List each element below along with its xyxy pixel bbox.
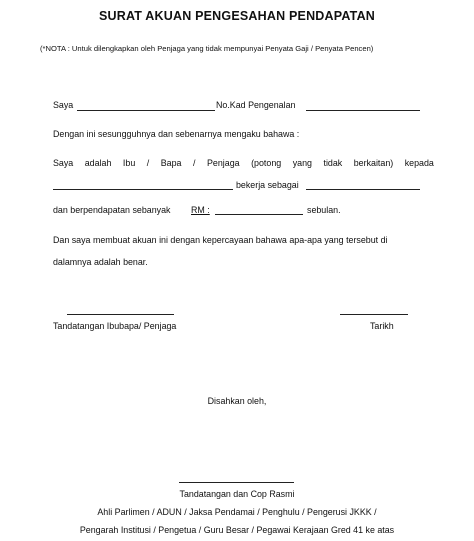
belief-text: Dan saya membuat akuan ini dengan kepercayaan bahawa apa-apa yang tersebut di bbox=[53, 235, 388, 245]
document-title: SURAT AKUAN PENGESAHAN PENDAPATAN bbox=[98, 9, 376, 23]
occupation-label: bekerja sebagai bbox=[236, 180, 299, 190]
income-label: dan berpendapatan sebanyak bbox=[53, 205, 171, 215]
ic-label: No.Kad Pengenalan bbox=[216, 100, 296, 110]
income-field-line[interactable] bbox=[215, 214, 303, 215]
relationship-word: berkaitan) bbox=[353, 158, 394, 168]
parent-signature-label: Tandatangan Ibubapa/ Penjaga bbox=[53, 321, 177, 331]
relationship-word: adalah bbox=[84, 158, 112, 168]
relationship-word: / bbox=[146, 158, 150, 168]
relationship-word: yang bbox=[292, 158, 312, 168]
relationship-word: (potong bbox=[251, 158, 282, 168]
truth-text: dalamnya adalah benar. bbox=[53, 257, 148, 267]
relationship-word: Bapa bbox=[160, 158, 182, 168]
declaration-text: Dengan ini sesungguhnya dan sebenarnya mengaku bahawa : bbox=[53, 129, 300, 139]
official-signature-line[interactable] bbox=[179, 482, 294, 483]
date-label: Tarikh bbox=[370, 321, 394, 331]
stamp-label: Tandatangan dan Cop Rasmi bbox=[179, 489, 295, 499]
date-signature-line[interactable] bbox=[340, 314, 408, 315]
relationship-word: tidak bbox=[323, 158, 343, 168]
monthly-label: sebulan. bbox=[307, 205, 341, 215]
saya-label: Saya bbox=[53, 100, 74, 110]
relationship-word: kepada bbox=[404, 158, 434, 168]
note-text: (*NOTA : Untuk dilengkapkan oleh Penjaga yang tidak mempunyai Penyata Gaji / Penyata Pencen) bbox=[40, 44, 374, 53]
relationship-word: Penjaga bbox=[207, 158, 240, 168]
parent-signature-line[interactable] bbox=[67, 314, 174, 315]
verified-by-label: Disahkan oleh, bbox=[207, 396, 267, 406]
rm-label: RM : bbox=[191, 205, 210, 215]
authority-list-1: Ahli Parlimen / ADUN / Jaksa Pendamai / Penghulu / Pengerusi JKKK / bbox=[97, 507, 377, 517]
ic-field-line[interactable] bbox=[306, 110, 420, 111]
relationship-word: / bbox=[193, 158, 196, 168]
recipient-field-line[interactable] bbox=[53, 189, 233, 190]
authority-list-2: Pengarah Institusi / Pengetua / Guru Besar / Pegawai Kerajaan Gred 41 ke atas bbox=[79, 525, 395, 535]
relationship-word: Ibu bbox=[122, 158, 136, 168]
relationship-line bbox=[53, 158, 434, 168]
relationship-word: Saya bbox=[53, 158, 74, 168]
name-field-line[interactable] bbox=[77, 110, 215, 111]
occupation-field-line[interactable] bbox=[306, 189, 420, 190]
